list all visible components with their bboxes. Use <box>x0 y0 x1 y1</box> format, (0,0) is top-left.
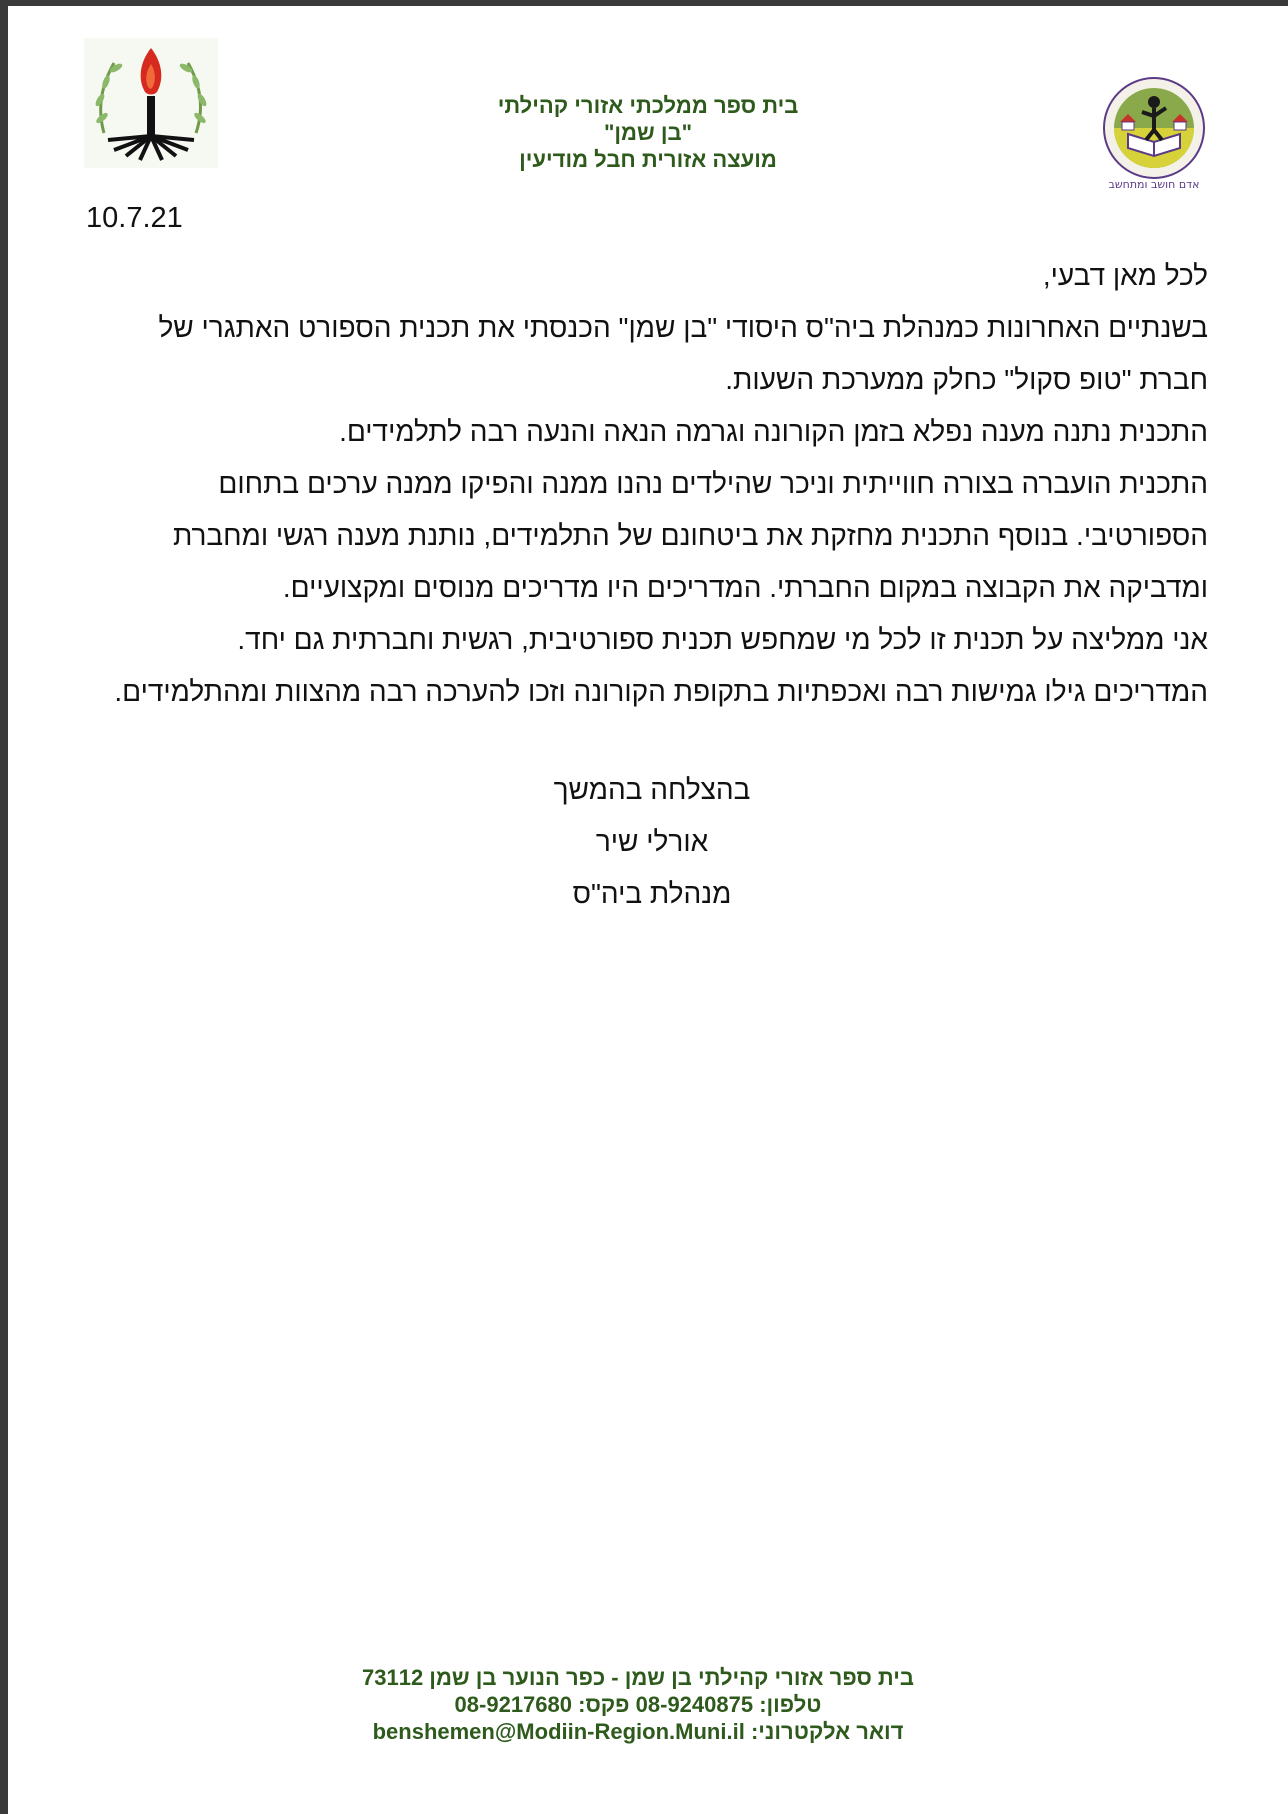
letter-line: התכנית הועברה בצורה חווייתית וניכר שהילדים נהנו ממנה והפיקו ממנה ערכים בתחום <box>218 468 1208 499</box>
letter-line: בשנתיים האחרונות כמנהלת ביה"ס היסודי "בן שמן" הכנסתי את תכנית הספורט האתגרי של <box>158 312 1208 343</box>
letter-line: ומדביקה את הקבוצה במקום החברתי. המדריכים היו מדריכים מנוסים ומקצועיים. <box>282 572 1208 603</box>
letter-line: הספורטיבי. בנוסף התכנית מחזקת את ביטחונם של התלמידים, נותנת מענה רגשי ומחברת <box>172 520 1208 551</box>
letter-date: 10.7.21 <box>86 202 183 234</box>
regional-council-logo <box>84 38 218 168</box>
letter-signature <box>448 764 856 920</box>
letter-line: התכנית נתנה מענה נפלא בזמן הקורונה וגרמה הנאה והנעה רבה לתלמידים. <box>339 416 1208 447</box>
letter-line: אני ממליצה על תכנית זו לכל מי שמחפש תכנית ספורטיבית, רגשית וחברתית גם יחד. <box>237 624 1208 655</box>
school-letterhead <box>448 92 848 173</box>
letter-line: חברת "טופ סקול" כחלק ממערכת השעות. <box>725 364 1208 395</box>
letter-footer <box>328 1664 948 1745</box>
torch-emblem-icon <box>84 38 218 168</box>
footer-address: בית ספר אזורי קהילתי בן שמן - כפר הנוער בן שמן 73112 <box>362 1665 914 1690</box>
letter-body <box>58 250 1208 718</box>
school-logo <box>1092 72 1222 192</box>
letter-page <box>8 6 1288 1814</box>
footer-email-line <box>328 1718 948 1745</box>
letterhead-council-name: מועצה אזורית חבל מודיעין <box>519 147 777 172</box>
letterhead-school-short-name: "בן שמן" <box>603 120 693 145</box>
footer-phone-fax: טלפון: 08-9240875 פקס: 08-9217680 <box>454 1692 822 1717</box>
school-emblem-icon <box>1092 72 1222 192</box>
school-logo-motto: אדם חושב ומתחשב <box>1108 178 1200 191</box>
letter-salutation: לכל מאן דבעי, <box>1042 260 1208 291</box>
footer-email[interactable]: benshemen@Modiin-Region.Muni.il <box>372 1719 745 1744</box>
footer-email-label: דואר אלקטרוני: <box>750 1719 904 1744</box>
signer-title: מנהלת ביה"ס <box>572 878 732 909</box>
signer-name: אורלי שיר <box>595 826 709 857</box>
letterhead-school-name: בית ספר ממלכתי אזורי קהילתי <box>497 93 799 118</box>
letter-line: המדריכים גילו גמישות רבה ואכפתיות בתקופת הקורונה וזכו להערכה רבה מהצוות ומהתלמידים. <box>114 676 1208 707</box>
letter-closing: בהצלחה בהמשך <box>553 774 751 805</box>
